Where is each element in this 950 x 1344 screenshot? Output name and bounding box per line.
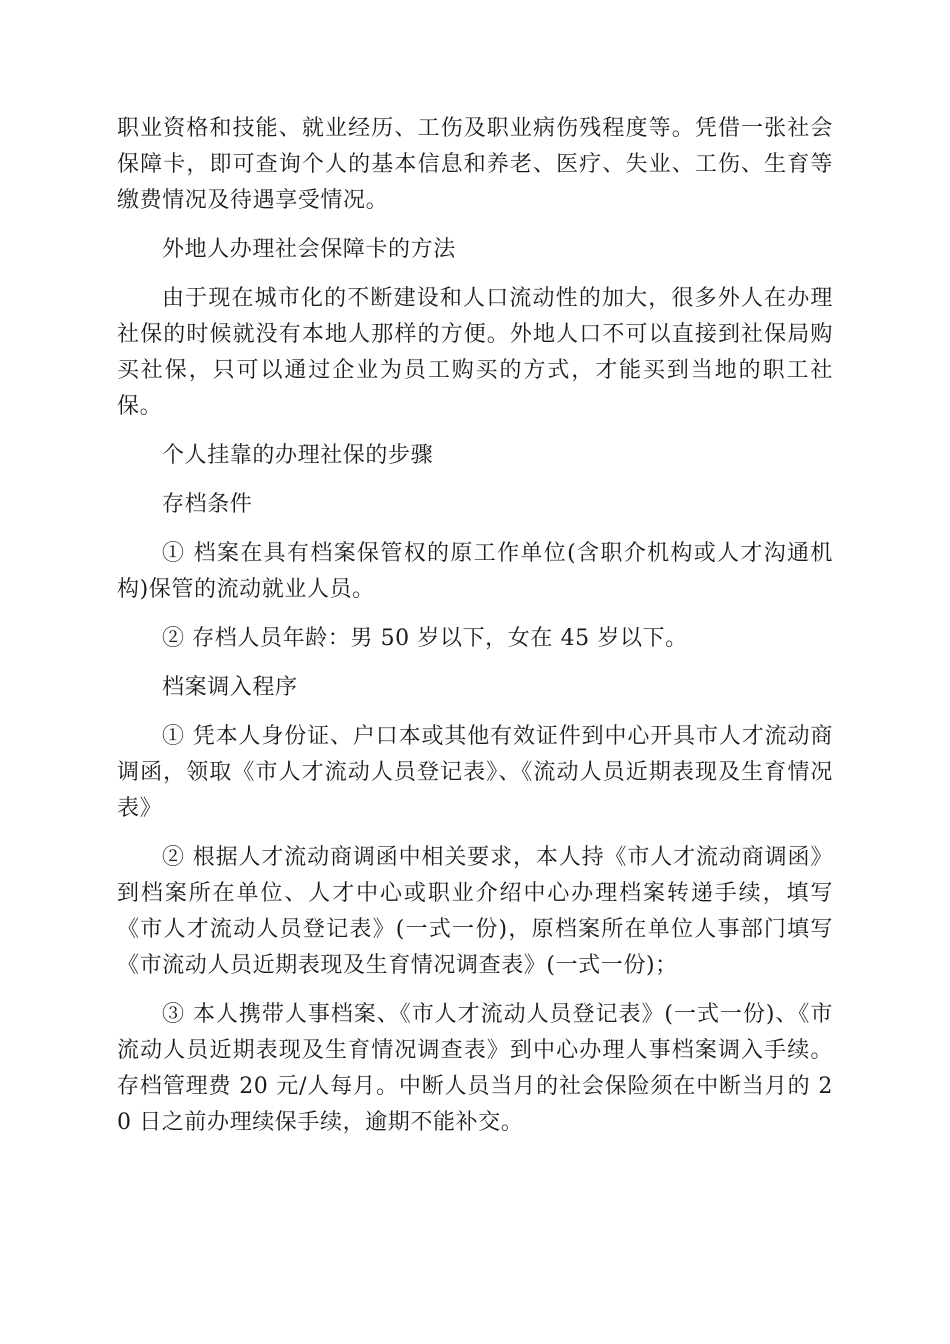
condition-item-1: ① 档案在具有档案保管权的原工作单位(含职介机构或人才沟通机构)保管的流动就业人员。 xyxy=(117,541,833,602)
document-body xyxy=(117,111,833,1154)
procedure-item-2: ② 根据人才流动商调函中相关要求，本人持《市人才流动商调函》到档案所在单位、人才中心或职业介绍中心办理档案转递手续，填写《市人才流动人员登记表》(一式一份)，原档案所在单位人事部门填写《市流动人员近期表现及生育情况调查表》(一式一份)； xyxy=(117,845,833,978)
heading-personal-steps: 个人挂靠的办理社保的步骤 xyxy=(162,443,434,468)
heading-transfer-procedure: 档案调入程序 xyxy=(162,675,298,700)
paragraph-continuation: 职业资格和技能、就业经历、工伤及职业病伤残程度等。凭借一张社会保障卡，即可查询个人的基本信息和养老、医疗、失业、工伤、生育等缴费情况及待遇享受情况。 xyxy=(117,116,833,213)
heading-archive-conditions: 存档条件 xyxy=(162,492,253,517)
procedure-item-1: ① 凭本人身份证、户口本或其他有效证件到中心开具市人才流动商调函，领取《市人才流动人员登记表》、《流动人员近期表现及生育情况表》 xyxy=(117,724,833,821)
heading-nonlocal-method: 外地人办理社会保障卡的方法 xyxy=(162,237,456,262)
condition-item-2: ② 存档人员年龄：男 50 岁以下，女在 45 岁以下。 xyxy=(162,626,688,651)
procedure-item-3: ③ 本人携带人事档案、《市人才流动人员登记表》(一式一份)、《市流动人员近期表现及生育情况调查表》到中心办理人事档案调入手续。存档管理费 20 元/人每月。中断人员当月的社会保险须在中断当月的 20 日之前办理续保手续，逾期不能补交。 xyxy=(117,1002,833,1135)
paragraph-urbanization: 由于现在城市化的不断建设和人口流动性的加大，很多外人在办理社保的时候就没有本地人那样的方便。外地人口不可以直接到社保局购买社保，只可以通过企业为员工购买的方式，才能买到当地的职工社保。 xyxy=(117,286,833,419)
